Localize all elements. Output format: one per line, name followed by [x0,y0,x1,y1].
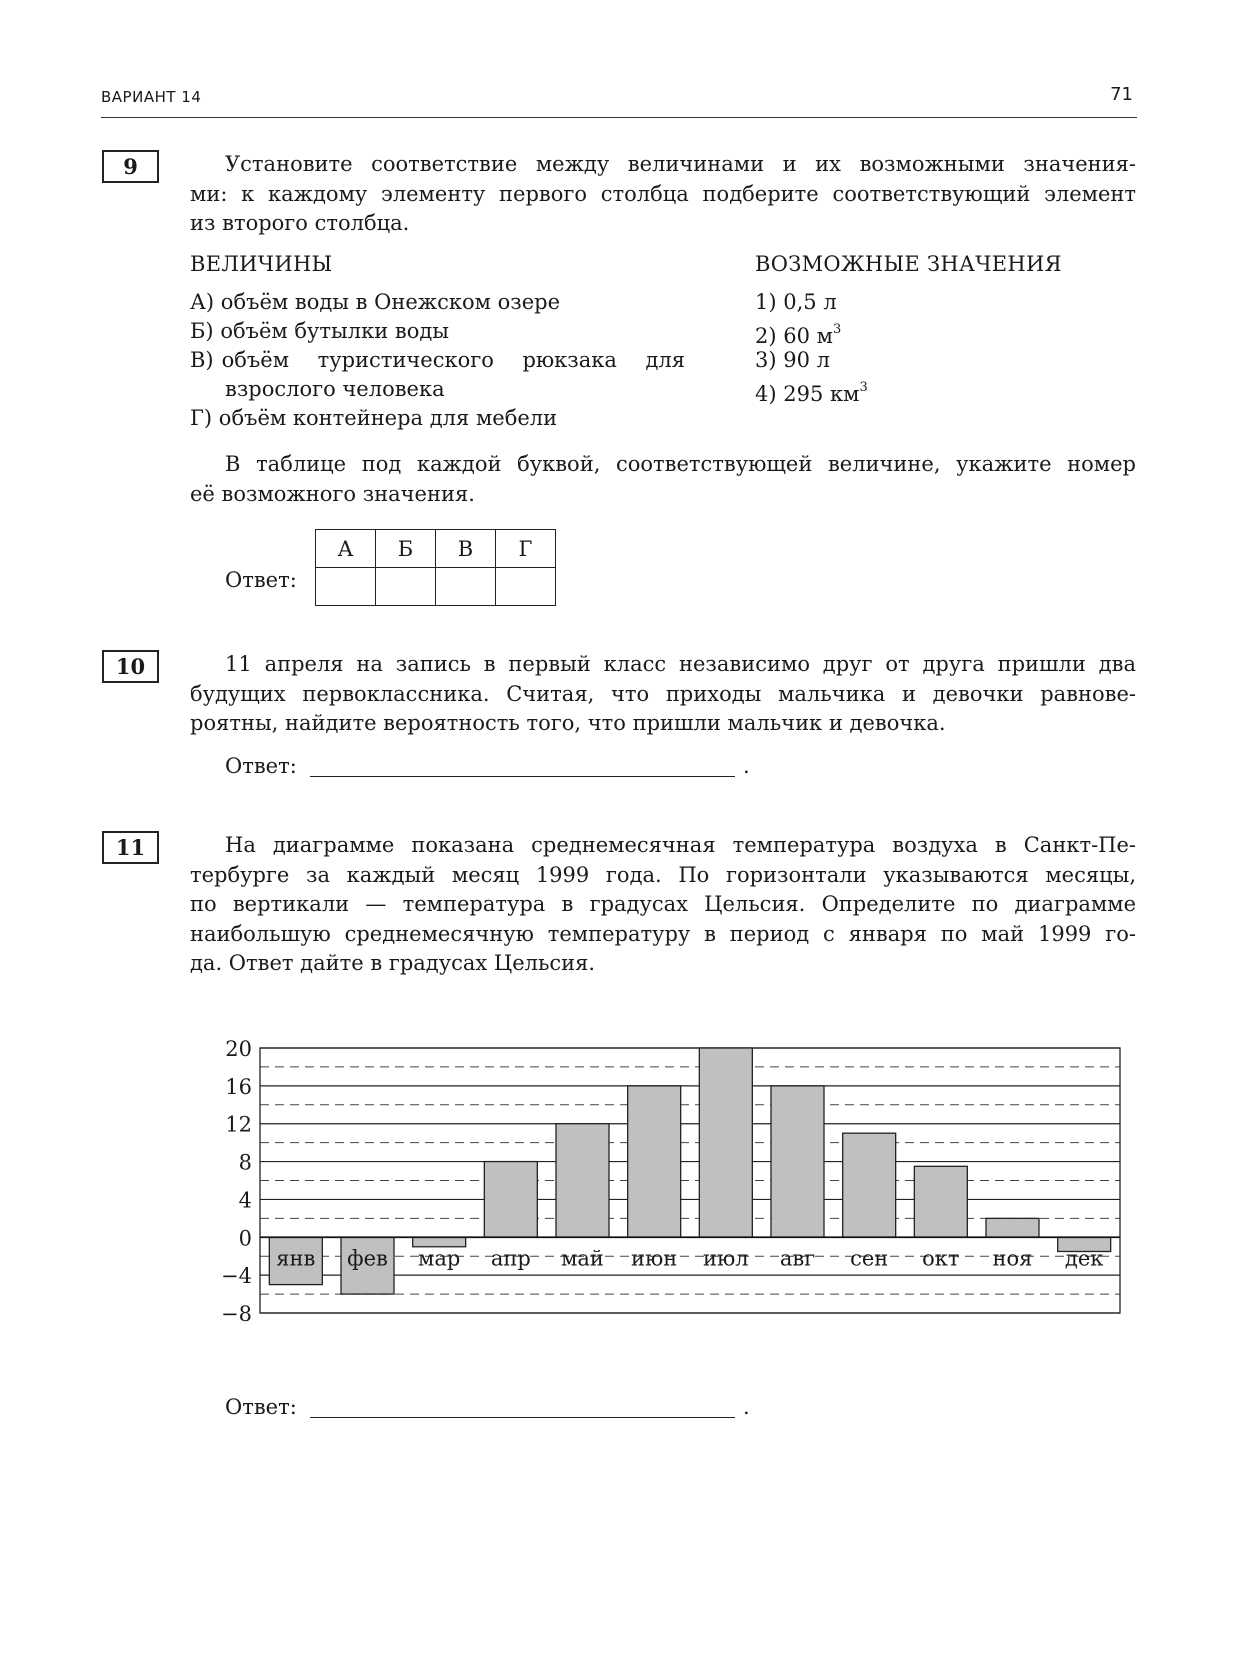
answer-label: Ответ: [225,1395,297,1419]
item-text: 295 км [783,382,860,406]
bar-сен [843,1133,896,1237]
item-key: Б) [190,319,214,343]
item-text: 60 м [783,324,833,348]
answer-field[interactable] [310,776,735,777]
x-tick-label: дек [1064,1246,1104,1271]
y-tick-label: 12 [225,1112,252,1137]
x-tick-label: апр [490,1246,531,1271]
item-key: 4) [755,382,777,406]
answer-cell[interactable] [436,568,496,606]
text-line: да. Ответ дайте в градусах Цельсия. [190,951,596,975]
question-10-text [190,650,1136,739]
text-line: тербурге за каждый месяц 1999 года. По горизонтали указываются месяцы, [190,862,1136,887]
x-tick-label: фев [347,1246,388,1271]
question-9-table-note [190,450,1136,509]
y-tick-label: −4 [221,1264,252,1289]
x-tick-label: май [561,1246,604,1271]
text-line: На диаграмме показана среднемесячная температура воздуха в Санкт-Пе- [225,833,1136,857]
text-line: Установите соответствие между величинами и их возможными значения- [225,152,1136,176]
item-key: 3) [755,348,777,372]
quantity-item [190,288,560,318]
table-header-cell: Б [376,530,436,568]
answer-cell[interactable] [316,568,376,606]
x-tick-label: сен [850,1246,889,1271]
text-line: будущих первоклассника. Считая, что приходы мальчика и девочки равнове- [190,681,1136,706]
item-key: 2) [755,324,777,348]
page-number: 71 [1110,84,1133,105]
quantity-item [190,346,685,376]
item-text: 90 л [783,348,830,372]
item-key: А) [190,290,215,314]
text-line: из второго столбца. [190,211,410,235]
question-10-number: 10 [102,650,159,683]
temperature-bar-chart [195,1032,1125,1332]
question-9-text [190,150,1136,239]
variant-label: ВАРИАНТ 14 [101,88,202,106]
bar-ноя [986,1218,1039,1237]
question-9-number: 9 [102,150,159,183]
y-tick-label: 8 [238,1150,252,1175]
page-header [101,82,1137,118]
bar-май [556,1124,609,1238]
value-item [755,375,868,410]
answer-period: . [743,754,750,778]
quantities-heading: ВЕЛИЧИНЫ [190,252,333,276]
bar-июл [699,1048,752,1237]
answer-cell[interactable] [376,568,436,606]
text-line: роятны, найдите вероятность того, что пришли мальчик и девочка. [190,711,946,735]
y-tick-label: −8 [221,1302,252,1326]
y-tick-label: 20 [225,1037,252,1061]
x-tick-label: мар [418,1246,461,1271]
bar-июн [628,1086,681,1237]
item-text: объём контейнера для мебели [218,406,558,430]
bar-окт [914,1166,967,1237]
text-line: её возможного значения. [190,481,475,506]
x-tick-label: янв [276,1246,316,1271]
x-tick-label: июн [631,1246,678,1271]
values-heading: ВОЗМОЖНЫЕ ЗНАЧЕНИЯ [755,252,1062,276]
bar-авг [771,1086,824,1237]
y-tick-label: 4 [238,1188,252,1213]
table-header-cell: Г [496,530,556,568]
answer-label: Ответ: [225,754,297,778]
table-header-cell: В [436,530,496,568]
y-tick-label: 16 [225,1074,252,1099]
value-item [755,346,830,376]
value-item [755,288,837,318]
item-text: объём воды в Онежском озере [220,290,561,314]
x-tick-label: окт [922,1246,960,1271]
quantity-item [190,404,557,434]
item-key: 1) [755,290,777,314]
answer-cell[interactable] [496,568,556,606]
answer-period: . [743,1395,750,1419]
item-key: Г) [190,406,213,430]
y-tick-label: 0 [238,1226,252,1251]
answer-label: Ответ: [225,568,297,592]
text-line: наибольшую среднемесячную температуру в период с января по май 1999 го- [190,921,1136,946]
quantity-item-continuation: взрослого человека [225,377,445,401]
text-line: по вертикали — температура в градусах Цельсия. Определите по диаграмме [190,892,1136,916]
answer-field[interactable] [310,1417,735,1418]
superscript: 3 [832,322,842,337]
x-tick-label: июл [703,1246,749,1271]
x-tick-label: авг [779,1246,816,1271]
table-header-cell: А [316,530,376,568]
superscript: 3 [859,380,868,395]
answer-table [315,529,556,606]
question-11-text [190,831,1136,979]
question-11-number: 11 [102,831,159,864]
item-text: объём бутылки воды [220,319,449,343]
text-line: В таблице под каждой буквой, соответствующей величине, укажите номер [225,452,1136,476]
item-text: 0,5 л [783,290,837,314]
item-key: В) [190,348,214,372]
quantity-item [190,317,449,347]
text-line: ми: к каждому элементу первого столбца подберите соответствующий элемент [190,181,1136,206]
x-tick-label: ноя [992,1246,1033,1271]
bar-апр [484,1162,537,1238]
text-line: 11 апреля на запись в первый класс независимо друг от друга пришли два [225,652,1136,676]
item-text: объём туристического рюкзака для [221,348,685,372]
